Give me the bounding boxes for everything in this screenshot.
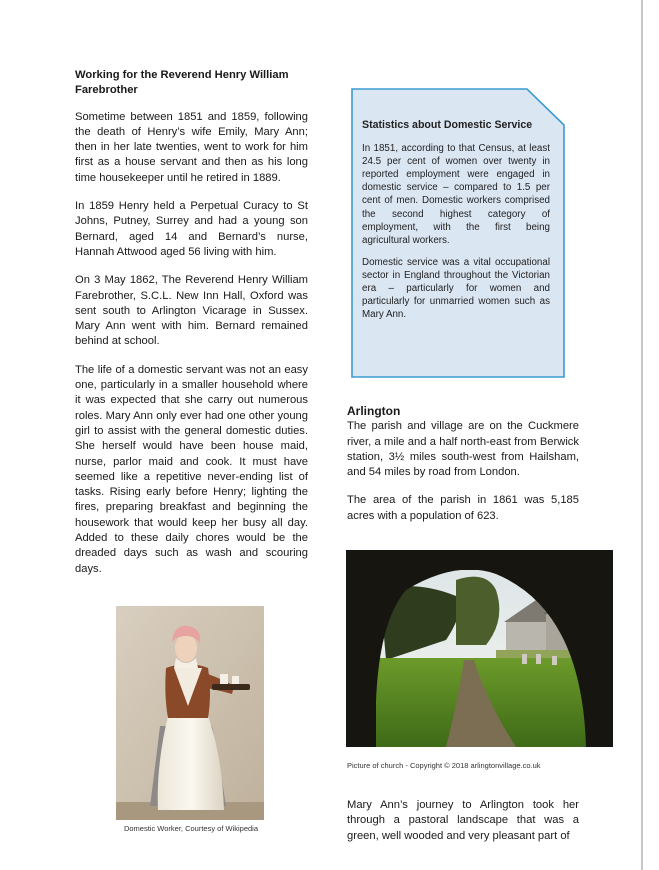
paragraph-parish-location: The parish and village are on the Cuckmere river, a mile and a half north-east from Berwick station, 3½ miles south-west from Hailsham, and 54 miles by road from London. <box>347 420 579 479</box>
paragraph-journey: Mary Ann’s journey to Arlington took her through a pastoral landscape that was a green, well wooded and very pleasant part of <box>347 799 579 842</box>
paragraph-servant-life: The life of a domestic servant was not an easy one, particularly in a smaller household where it was expected that she carry out numerous roles. Mary Ann only ever had one other young girl to assist with the general domestic duties. She herself would have been house maid, nurse, parlor maid and cook. It must have seemed like a repetitive never-ending list of tasks. Rising early before Henry; lighting the fires, preparing breakfast and beginning the housework that would keep her busy all day. Added to these daily chores would be the dreaded days such as wash and scouring days. <box>75 363 308 575</box>
left-column <box>75 68 308 590</box>
statistics-callout <box>351 88 565 378</box>
statistics-paragraph-census: In 1851, according to that Census, at least 24.5 per cent of women over twenty in reported employment were engaged in domestic service – compared to 1.5 per cent of men. Domestic workers comprised the second highest category of employment, with the first being agricultural workers. <box>362 143 550 246</box>
heading-line-2: Farebrother <box>75 84 138 97</box>
paragraph-employment: Sometime between 1851 and 1859, following the death of Henry’s wife Emily, Mary Ann; then in her late twenties, went to work for him first as a house servant and then as his long time housekeeper until he retired in 1889. <box>75 110 308 184</box>
paragraph-curacy: In 1859 Henry held a Perpetual Curacy to St Johns, Putney, Surrey and had a young son Bernard, aged 14 and Bernard’s nurse, Hannah Attwood aged 56 living with him. <box>75 200 308 258</box>
arlington-heading: Arlington <box>347 404 401 418</box>
statistics-paragraph-victorian: Domestic service was a vital occupational sector in England throughout the Victorian era – particularly for women and particularly for unmarried women such as Mary Ann. <box>362 256 550 321</box>
church-photo-caption: Picture of church - Copyright © 2018 arlingtonvillage.co.uk <box>347 761 541 770</box>
section-heading <box>75 68 308 99</box>
right-column <box>347 404 579 537</box>
statistics-content <box>362 119 550 330</box>
paragraph-arlington-move: On 3 May 1862, The Reverend Henry William Farebrother, S.C.L. New Inn Hall, Oxford was sent south to Arlington Vicarage in Sussex. Mary Ann went with him. Bernard remained behind at school. <box>75 274 308 348</box>
heading-line-1: Working for the Reverend Henry William <box>75 69 289 81</box>
domestic-worker-painting <box>116 606 264 820</box>
painting-caption: Domestic Worker, Courtesy of Wikipedia <box>123 824 259 833</box>
church-photo <box>346 550 613 747</box>
page-edge <box>641 0 643 870</box>
paragraph-parish-area: The area of the parish in 1861 was 5,185 acres with a population of 623. <box>347 494 579 522</box>
statistics-title: Statistics about Domestic Service <box>362 119 533 131</box>
